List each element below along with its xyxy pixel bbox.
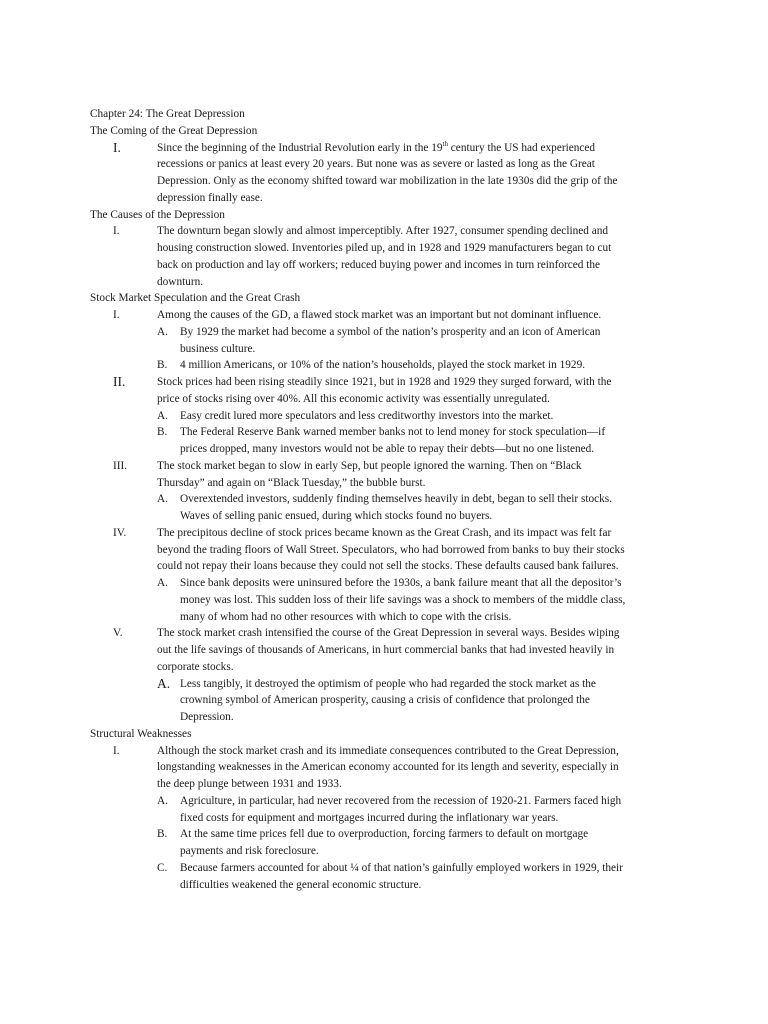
letter-marker: B. (157, 426, 168, 439)
subitem-text-line: payments and risk foreclosure. (180, 845, 319, 857)
subitem-text-line: crowning symbol of American prosperity, causing a crisis of confidence that prolonged the (180, 694, 590, 707)
letter-marker: A. (157, 325, 168, 338)
letter-marker: C. (157, 861, 168, 874)
section-heading: Structural Weaknesses (90, 727, 192, 740)
outline-subitem (90, 491, 680, 525)
item-text-line: back on production and lay off workers; reduced buying power and incomes in turn reinforced the (157, 258, 601, 271)
item-text-line: out the life savings of thousands of Americans, in hurt commercial banks that had invested heavily in (157, 644, 615, 656)
roman-numeral-marker: III. (113, 459, 128, 472)
section-heading: The Coming of the Great Depression (90, 124, 258, 137)
item-text-line: Although the stock market crash and its immediate consequences contributed to the Great Depression, (157, 744, 619, 757)
outline-subitem (90, 408, 680, 425)
item-text-line: recessions or panics at least every 20 years. But none was as severe or lasted as long as the Great (157, 158, 595, 171)
outline-item (90, 374, 680, 408)
roman-numeral-marker: IV. (113, 526, 127, 539)
item-text-line: downturn. (157, 275, 204, 288)
outline-subitem (90, 324, 680, 358)
outline-item (90, 307, 680, 324)
outline-subitem (90, 575, 680, 625)
outline-subitem (90, 676, 680, 726)
outline-item (90, 458, 680, 492)
letter-marker: A. (157, 409, 168, 422)
subitem-text-line: Depression. (180, 711, 234, 723)
item-text-line: price of stocks rising over 40%. All this economic activity was essentially unregulated. (157, 392, 550, 405)
subitem-text-line: 4 million Americans, or 10% of the nation’s households, played the stock market in 1929. (180, 359, 586, 372)
chapter-title: Chapter 24: The Great Depression (90, 108, 245, 120)
subitem-text-line: Less tangibly, it destroyed the optimism of people who had regarded the stock market as the (180, 677, 596, 690)
item-text-line: The precipitous decline of stock prices became known as the Great Crash, and its impact was felt far (157, 526, 612, 539)
item-text-line: corporate stocks. (157, 660, 234, 673)
outline-subitem (90, 826, 680, 860)
subitem-text-line: Easy credit lured more speculators and less creditworthy investors into the market. (180, 409, 554, 422)
subitem-text-line: Waves of selling panic ensued, during which stocks found no buyers. (180, 510, 493, 522)
item-text-line: Depression. Only as the economy shifted toward war mobilization in the late 1930s did the grip of the (157, 175, 618, 187)
item-text-line: beyond the trading floors of Wall Street. Speculators, who had borrowed from banks to buy their stocks (157, 543, 625, 556)
outline-item (90, 743, 680, 793)
subitem-text-line: difficulties weakened the general economic structure. (180, 878, 422, 891)
item-text-line: Among the causes of the GD, a flawed stock market was an important but not dominant influence. (157, 309, 602, 321)
subitem-text-line: The Federal Reserve Bank warned member banks not to lend money for stock speculation—if (180, 426, 606, 439)
item-text-line: housing construction slowed. Inventories piled up, and in 1928 and 1929 manufacturers began to cut (157, 242, 612, 254)
subitem-text-line: business culture. (180, 342, 256, 355)
roman-numeral-marker: V. (113, 627, 123, 640)
outline-item (90, 223, 680, 290)
roman-numeral-marker: I. (113, 309, 120, 321)
subitem-text-line: Overextended investors, suddenly finding themselves heavily in debt, began to sell their stocks. (180, 493, 613, 506)
subitem-text-line: fixed costs for equipment and mortgages incurred during the inflationary war years. (180, 811, 559, 824)
roman-numeral-marker: I. (113, 744, 120, 757)
outline-item (90, 525, 680, 575)
item-text-line: could not repay their loans because they could not sell the stocks. These defaults caused bank failures. (157, 560, 619, 573)
item-text-line: The downturn began slowly and almost imperceptibly. After 1927, consumer spending declined and (157, 225, 609, 238)
roman-numeral-marker: II. (113, 374, 126, 389)
letter-marker: B. (157, 359, 168, 372)
outline-subitem (90, 860, 680, 894)
outline-item (90, 140, 680, 207)
letter-marker: A. (157, 794, 168, 807)
subitem-text-line: Agriculture, in particular, had never recovered from the recession of 1920-21. Farmers faced high (180, 794, 622, 807)
subitem-text-line: money was lost. This sudden loss of their life savings was a shock to members of the middle class, (180, 593, 626, 606)
item-text-line: depression finally ease. (157, 191, 263, 204)
outline-subitem (90, 357, 680, 374)
letter-marker: A. (157, 675, 171, 691)
item-text-line: Thursday” and again on “Black Tuesday,” the bubble burst. (157, 476, 426, 489)
letter-marker: A. (157, 577, 168, 589)
item-text-line: Stock prices had been rising steadily since 1921, but in 1928 and 1929 they surged forward, with the (157, 376, 612, 388)
outline-subitem (90, 793, 680, 827)
roman-numeral-marker: I. (113, 225, 120, 238)
letter-marker: B. (157, 828, 168, 841)
item-text-line: Since the beginning of the Industrial Revolution early in the 19th century the US had experienced (157, 139, 596, 154)
letter-marker: A. (157, 493, 168, 506)
subitem-text-line: By 1929 the market had become a symbol of the nation’s prosperity and an icon of American (180, 325, 601, 338)
section-heading: The Causes of the Depression (90, 208, 225, 221)
subitem-text-line: many of whom had no other resources with which to cope with the crisis. (180, 610, 512, 623)
subitem-text-line: At the same time prices fell due to overproduction, forcing farmers to default on mortgage (180, 828, 589, 841)
item-text-line: the deep plunge between 1931 and 1933. (157, 778, 342, 790)
subitem-text-line: Because farmers accounted for about ¼ of that nation’s gainfully employed workers in 1929, their (180, 861, 623, 874)
roman-numeral-marker: I. (113, 139, 121, 155)
subitem-text-line: Since bank deposits were uninsured before the 1930s, a bank failure meant that all the depositor’s (180, 577, 622, 589)
outline-item (90, 625, 680, 675)
subitem-text-line: prices dropped, many investors would not be able to repay their debts—but no one listened. (180, 443, 595, 455)
item-text-line: longstanding weaknesses in the American economy accounted for its length and severity, especially in (157, 761, 619, 774)
section-heading: Stock Market Speculation and the Great Crash (90, 292, 301, 305)
item-text-line: The stock market began to slow in early Sep, but people ignored the warning. Then on “Black (157, 459, 582, 472)
outline-subitem (90, 424, 680, 458)
item-text-line: The stock market crash intensified the course of the Great Depression in several ways. Besides wiping (157, 627, 620, 640)
document-body (90, 106, 680, 893)
